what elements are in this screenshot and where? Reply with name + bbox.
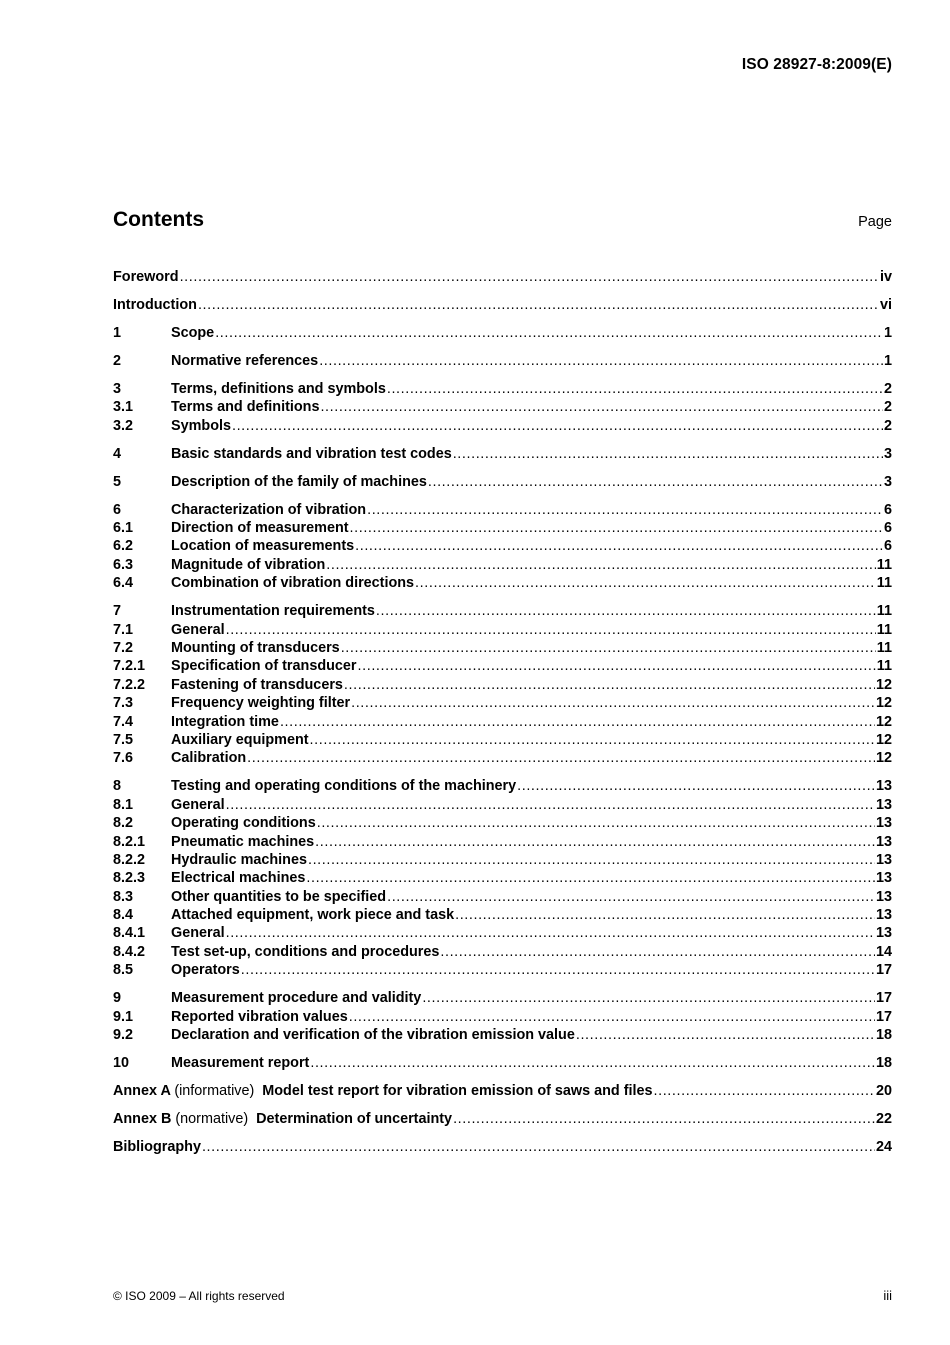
toc-entry-title: Characterization of vibration: [171, 501, 367, 518]
toc-entry-number: 2: [113, 352, 122, 369]
toc-entry-title: Testing and operating conditions of the machinery: [171, 778, 517, 795]
toc-entry[interactable]: [113, 695, 892, 713]
toc-entry-page: 12: [875, 695, 892, 712]
dot-leader: [355, 538, 883, 554]
toc-entry-page: 2: [883, 380, 892, 397]
dot-leader: [376, 603, 876, 619]
toc-entry-title-cell: [171, 677, 343, 693]
toc-entry-page: 17: [875, 990, 892, 1007]
toc-entry-title: Reported vibration values: [171, 1008, 348, 1025]
toc-entry-title: Description of the family of machines: [171, 473, 427, 490]
toc-entry-title: Auxiliary equipment: [171, 731, 309, 748]
toc-entry-title: Declaration and verification of the vibration emission value: [171, 1027, 575, 1043]
toc-entry-number: 7.2.1: [113, 658, 146, 675]
dot-leader: [226, 622, 876, 638]
toc-entry-title-cell: [171, 925, 225, 941]
toc-entry-number: 6.3: [113, 556, 134, 573]
toc-entry-page: 11: [876, 621, 892, 638]
toc-entry-number: 8.1: [113, 796, 134, 813]
toc-entry-page: iv: [879, 269, 892, 285]
toc-entry[interactable]: [113, 1111, 892, 1129]
toc-entry[interactable]: [113, 870, 892, 888]
contents-header: [113, 208, 892, 232]
toc-group: [113, 474, 892, 492]
toc-entry[interactable]: [113, 520, 892, 538]
toc-entry-page: 6: [883, 538, 892, 555]
toc-entry-number: 8.2: [113, 815, 134, 832]
toc-group: [113, 1139, 892, 1157]
toc-group: [113, 446, 892, 464]
toc-entry[interactable]: [113, 1083, 892, 1101]
toc-entry-page: 13: [875, 833, 892, 850]
toc-entry-number: 7.6: [113, 750, 134, 767]
toc-entry-number: 7.2: [113, 640, 134, 656]
toc-entry-page: 2: [883, 417, 892, 434]
page-number: iii: [883, 1288, 892, 1303]
toc-entry-title-cell: [171, 399, 319, 415]
toc-entry-title-cell: [171, 640, 340, 656]
toc-group-gap: [113, 492, 892, 502]
toc-entry-page: 13: [875, 907, 892, 924]
toc-entry-title: Terms, definitions and symbols: [171, 380, 386, 397]
toc-group: [113, 502, 892, 594]
toc-group: [113, 603, 892, 769]
toc-entry[interactable]: [113, 750, 892, 768]
toc-entry-title: Operating conditions: [171, 815, 316, 832]
toc-entry-page: 1: [883, 352, 892, 369]
dot-leader: [367, 502, 883, 518]
toc-entry-title-cell: [171, 520, 349, 536]
dot-leader: [232, 418, 883, 434]
page-footer: [113, 1288, 892, 1303]
toc-entry-title-cell: [171, 889, 386, 905]
toc-group: [113, 353, 892, 371]
toc-entry-title: Integration time: [171, 713, 279, 730]
toc-entry-title-cell: [171, 557, 325, 573]
toc-entry-page: 12: [875, 676, 892, 693]
toc-entry[interactable]: [113, 797, 892, 815]
toc-entry[interactable]: [113, 557, 892, 575]
toc-entry-title-cell: [171, 1055, 309, 1071]
toc-entry-number: 7.1: [113, 621, 134, 638]
toc-entry-title-cell: [171, 1009, 348, 1025]
dot-leader: [517, 778, 875, 794]
dot-leader: [351, 695, 875, 711]
toc-entry-page: 13: [875, 870, 892, 887]
toc-entry-title-cell: [171, 750, 246, 766]
toc-entry-title-cell: [171, 381, 386, 397]
toc-entry-page: 18: [875, 1054, 892, 1071]
toc-group-gap: [113, 1129, 892, 1139]
toc-entry[interactable]: [113, 502, 892, 520]
toc-entry[interactable]: [113, 925, 892, 943]
toc-entry-number: 3.1: [113, 399, 134, 416]
toc-entry-title-cell: [171, 658, 357, 674]
toc-entry-page: 12: [875, 713, 892, 730]
toc-entry-page: 12: [875, 750, 892, 767]
toc-group-gap: [113, 769, 892, 779]
table-of-contents: [113, 269, 892, 1157]
toc-entry-page: 13: [875, 925, 892, 942]
toc-entry-title: Normative references: [171, 352, 319, 369]
toc-entry-page: 2: [883, 399, 892, 416]
dot-leader: [215, 325, 883, 341]
toc-entry-page: 18: [875, 1027, 892, 1043]
toc-entry-title-cell: [171, 944, 439, 960]
toc-entry-title: Direction of measurement: [171, 520, 349, 537]
dot-leader: [226, 797, 875, 813]
toc-entry[interactable]: [113, 474, 892, 492]
toc-entry-title-cell: [171, 446, 452, 462]
toc-entry-page: 13: [875, 851, 892, 868]
toc-entry-page: 3: [883, 445, 892, 462]
toc-entry[interactable]: [113, 677, 892, 695]
dot-leader: [226, 925, 875, 941]
dot-leader: [453, 1111, 875, 1127]
dot-leader: [317, 815, 875, 831]
toc-group: [113, 778, 892, 980]
toc-entry-title-cell: [171, 732, 309, 748]
toc-entry[interactable]: [113, 1055, 892, 1073]
toc-entry-page: 1: [883, 324, 892, 341]
toc-entry-number: 10: [113, 1054, 130, 1071]
toc-entry-title: Measurement report: [171, 1054, 310, 1071]
toc-entry-page: 11: [876, 556, 892, 573]
toc-entry-title-cell: [171, 622, 225, 638]
toc-group: [113, 1055, 892, 1073]
toc-entry-title-cell: [171, 1027, 575, 1043]
dot-leader: [180, 269, 879, 285]
toc-entry-number: 6.2: [113, 538, 134, 555]
dot-leader: [310, 732, 875, 748]
toc-entry-title-cell: [171, 797, 225, 813]
toc-entry-title-cell: [171, 575, 414, 591]
toc-group-gap: [113, 343, 892, 353]
toc-entry-number: 8.2.1: [113, 833, 146, 850]
toc-entry-title: General: [171, 796, 225, 813]
toc-entry-title-cell: [171, 695, 350, 711]
toc-group: [113, 1083, 892, 1101]
dot-leader: [319, 353, 883, 369]
toc-entry-page: 17: [875, 1008, 892, 1025]
dot-leader: [308, 852, 875, 868]
toc-entry-number: 9.1: [113, 1008, 134, 1025]
toc-entry[interactable]: [113, 603, 892, 621]
toc-group: [113, 990, 892, 1045]
toc-entry-page: 24: [875, 1138, 892, 1155]
toc-entry-page: 6: [883, 501, 892, 518]
toc-entry-title-cell: [171, 870, 305, 886]
toc-entry-title: Introduction: [113, 296, 197, 313]
toc-entry-page: vi: [879, 296, 892, 313]
toc-entry[interactable]: [113, 1027, 892, 1045]
dot-leader: [326, 557, 875, 573]
document-id: ISO 28927-8:2009(E): [741, 56, 892, 73]
toc-entry-number: 3.2: [113, 417, 134, 434]
toc-entry-page: 13: [875, 796, 892, 813]
toc-entry-number: 6: [113, 501, 122, 518]
toc-entry[interactable]: [113, 658, 892, 676]
toc-entry-title-cell: [171, 353, 318, 369]
toc-entry-title-cell: [171, 907, 454, 923]
dot-leader: [440, 944, 875, 960]
toc-entry-number: 4: [113, 445, 122, 462]
toc-entry-number: 8.3: [113, 888, 134, 905]
toc-entry[interactable]: [113, 815, 892, 833]
toc-entry[interactable]: [113, 834, 892, 852]
toc-entry-number: 7.2.2: [113, 676, 146, 693]
toc-entry-page: 11: [876, 603, 892, 620]
dot-leader: [315, 834, 875, 850]
toc-entry-title-cell: [113, 1139, 201, 1155]
toc-entry[interactable]: [113, 575, 892, 593]
toc-entry-page: 13: [875, 815, 892, 832]
toc-entry-title: Location of measurements: [171, 538, 355, 555]
dot-leader: [198, 297, 879, 313]
toc-entry-title-cell: [171, 474, 427, 490]
toc-entry-page: 3: [883, 473, 892, 490]
toc-entry-number: 8.4: [113, 907, 134, 924]
dot-leader: [349, 1009, 875, 1025]
toc-entry-page: 12: [875, 731, 892, 748]
toc-group-gap: [113, 1101, 892, 1111]
toc-group-gap: [113, 1073, 892, 1083]
toc-entry-page: 14: [875, 943, 892, 960]
toc-entry-page: 11: [876, 658, 892, 675]
toc-entry-number: 7: [113, 603, 122, 620]
toc-group: [113, 381, 892, 436]
toc-entry[interactable]: [113, 297, 892, 315]
toc-entry-title: Other quantities to be specified: [171, 888, 387, 905]
toc-entry-title: Terms and definitions: [171, 399, 320, 416]
toc-entry[interactable]: [113, 640, 892, 658]
dot-leader: [344, 677, 875, 693]
toc-entry-title: Basic standards and vibration test codes: [171, 445, 452, 462]
dot-leader: [576, 1027, 875, 1043]
toc-entry[interactable]: [113, 418, 892, 436]
dot-leader: [415, 575, 876, 591]
annex-type: (normative): [175, 1110, 249, 1127]
toc-group-gap: [113, 1045, 892, 1055]
toc-group: [113, 1111, 892, 1129]
toc-entry-number: 6.1: [113, 520, 134, 537]
toc-entry-number: 7.5: [113, 731, 134, 748]
annex-type: (informative): [174, 1082, 255, 1099]
toc-entry-title-cell: [113, 269, 179, 285]
toc-group: [113, 269, 892, 287]
toc-entry-number: 9.2: [113, 1027, 134, 1043]
toc-entry-title-cell: [171, 778, 516, 794]
dot-leader: [247, 750, 875, 766]
toc-entry-page: 17: [875, 962, 892, 979]
toc-entry[interactable]: [113, 325, 892, 343]
toc-entry-title: Pneumatic machines: [171, 833, 315, 850]
toc-entry-title-cell: [171, 962, 240, 978]
toc-entry-title: General: [171, 925, 225, 942]
toc-group: [113, 325, 892, 343]
toc-entry-title: Scope: [171, 324, 215, 341]
toc-entry-page: 13: [875, 778, 892, 795]
contents-title: Contents: [113, 208, 204, 231]
toc-group-gap: [113, 371, 892, 381]
dot-leader: [654, 1083, 875, 1099]
toc-entry-title: Foreword: [113, 269, 179, 285]
copyright-notice: © ISO 2009 – All rights reserved: [113, 1289, 285, 1303]
toc-entry-title: Symbols: [171, 417, 231, 434]
toc-entry-title: Instrumentation requirements: [171, 603, 375, 620]
toc-entry[interactable]: [113, 399, 892, 417]
toc-entry-title: Attached equipment, work piece and task: [171, 907, 455, 924]
toc-entry-number: 8: [113, 778, 122, 795]
dot-leader: [387, 381, 883, 397]
dot-leader: [280, 714, 875, 730]
toc-entry-page: 6: [883, 520, 892, 537]
annex-label: Annex A: [113, 1082, 171, 1099]
toc-entry-title: Fastening of transducers: [171, 676, 343, 693]
toc-entry[interactable]: [113, 1139, 892, 1157]
toc-entry-title-cell: [171, 538, 354, 554]
toc-entry-title-cell: [171, 834, 314, 850]
toc-entry[interactable]: [113, 353, 892, 371]
toc-entry-page: 20: [875, 1082, 892, 1099]
toc-entry[interactable]: [113, 446, 892, 464]
dot-leader: [455, 907, 875, 923]
dot-leader: [306, 870, 875, 886]
toc-entry-number: 6.4: [113, 575, 134, 592]
toc-group-gap: [113, 287, 892, 297]
toc-entry-title: Combination of vibration directions: [171, 575, 415, 592]
dot-leader: [358, 658, 876, 674]
dot-leader: [341, 640, 876, 656]
toc-entry-title: Mounting of transducers: [171, 640, 340, 656]
toc-entry-title: Calibration: [171, 750, 247, 767]
toc-entry-title: Electrical machines: [171, 870, 306, 887]
dot-leader: [320, 399, 883, 415]
toc-entry-title: Measurement procedure and validity: [171, 990, 422, 1007]
toc-entry-title: Hydraulic machines: [171, 851, 307, 868]
toc-entry-title-cell: [171, 418, 231, 434]
toc-entry-page: 22: [875, 1110, 892, 1127]
toc-entry-number: 9: [113, 990, 122, 1007]
toc-entry-title: Operators: [171, 962, 240, 979]
toc-group-gap: [113, 464, 892, 474]
toc-entry[interactable]: [113, 962, 892, 980]
toc-entry-number: 5: [113, 473, 122, 490]
toc-entry[interactable]: [113, 1009, 892, 1027]
toc-entry-page: 11: [876, 575, 892, 592]
toc-entry[interactable]: [113, 852, 892, 870]
dot-leader: [422, 990, 875, 1006]
toc-group-gap: [113, 594, 892, 604]
toc-entry-page: 13: [875, 888, 892, 905]
toc-entry[interactable]: [113, 778, 892, 796]
toc-entry-title-cell: [171, 714, 279, 730]
toc-entry-title: Bibliography: [113, 1138, 201, 1155]
toc-entry-number: 7.3: [113, 695, 134, 712]
toc-entry-title: Frequency weighting filter: [171, 695, 351, 712]
dot-leader: [202, 1139, 875, 1155]
toc-entry[interactable]: [113, 622, 892, 640]
toc-group: [113, 297, 892, 315]
toc-entry-title-cell: [171, 603, 375, 619]
toc-entry-title-cell: [113, 297, 197, 313]
toc-entry-number: 1: [113, 324, 122, 341]
toc-entry-title-cell: [171, 502, 366, 518]
toc-entry-title-cell: [113, 1083, 653, 1099]
toc-entry-title: General: [171, 621, 225, 638]
toc-entry-number: 8.4.2: [113, 943, 146, 960]
toc-entry-title-cell: [113, 1111, 452, 1127]
toc-entry-title-cell: [171, 325, 214, 341]
toc-entry-number: 8.2.3: [113, 870, 146, 887]
toc-entry[interactable]: [113, 907, 892, 925]
toc-entry[interactable]: [113, 381, 892, 399]
page-column-label: Page: [858, 214, 892, 230]
toc-entry[interactable]: [113, 889, 892, 907]
dot-leader: [428, 474, 883, 490]
toc-entry-page: 11: [876, 640, 892, 656]
toc-entry[interactable]: [113, 714, 892, 732]
toc-entry-number: 8.2.2: [113, 851, 146, 868]
toc-entry-title-cell: [171, 990, 421, 1006]
toc-entry[interactable]: [113, 944, 892, 962]
toc-entry-title: Magnitude of vibration: [171, 556, 326, 573]
dot-leader: [453, 446, 883, 462]
toc-entry-title-cell: [171, 815, 316, 831]
toc-entry-number: 8.4.1: [113, 925, 146, 942]
toc-entry[interactable]: [113, 732, 892, 750]
dot-leader: [241, 962, 875, 978]
toc-entry-title-cell: [171, 852, 307, 868]
toc-entry[interactable]: [113, 538, 892, 556]
toc-entry-number: 3: [113, 380, 122, 397]
toc-entry[interactable]: [113, 269, 892, 287]
dot-leader: [387, 889, 875, 905]
dot-leader: [310, 1055, 875, 1071]
toc-entry-number: 7.4: [113, 713, 134, 730]
toc-group-gap: [113, 981, 892, 991]
toc-entry-title: Test set-up, conditions and procedures: [171, 943, 440, 960]
toc-entry-title: Model test report for vibration emission of saws and files: [262, 1082, 653, 1099]
toc-entry-title: Specification of transducer: [171, 658, 357, 675]
toc-entry[interactable]: [113, 990, 892, 1008]
toc-group-gap: [113, 436, 892, 446]
toc-entry-title: Determination of uncertainty: [256, 1110, 453, 1127]
toc-entry-number: 8.5: [113, 962, 134, 979]
annex-label: Annex B: [113, 1110, 172, 1127]
toc-group-gap: [113, 315, 892, 325]
dot-leader: [350, 520, 883, 536]
